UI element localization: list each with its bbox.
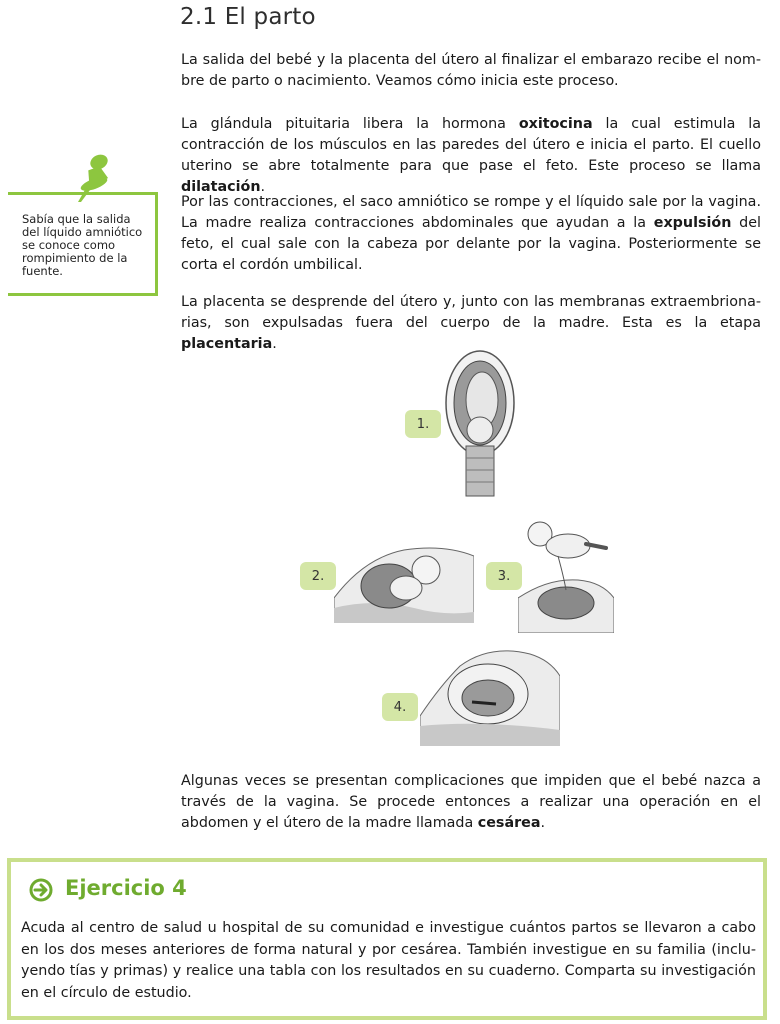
text-run: La salida del bebé y la placenta del útero al finalizar el embarazo recibe el nom-bre de parto o nacimiento. Veamos cómo inicia este proceso. <box>181 52 761 89</box>
arrow-circle-icon <box>29 878 53 902</box>
exercise-box <box>7 858 767 1020</box>
paragraph-cesarea <box>181 771 761 834</box>
stage-4-illustration <box>420 646 560 746</box>
text-run: . <box>272 336 277 352</box>
stage-2-illustration <box>334 538 474 623</box>
text-run: La placenta se desprende del útero y, junto con las membranas extraembriona-rias, son expulsadas fuera del cuerpo de la madre. Esta es la etapa <box>181 294 761 331</box>
stage-1-badge: 1. <box>405 410 441 438</box>
pushpin-icon <box>72 152 120 204</box>
text-run: la cual estimula la contracción de los músculos en las paredes del útero e inicia el parto. El cuello uterino se abre totalmente para que pase el feto. Este proceso se llama <box>181 116 761 174</box>
exercise-title: Ejercicio 4 <box>65 876 187 900</box>
text-run: Algunas veces se presentan complicaciones que impiden que el bebé nazca a través de la vagina. Se procede entonces a realizar una operación en el abdomen y el útero de la madre llamada <box>181 773 761 831</box>
birth-stages-figure <box>290 348 630 750</box>
text-run: del feto, el cual sale con la cabeza por delante por la vagina. Posteriormente se corta el cordón umbilical. <box>181 215 761 273</box>
key-term: dilatación <box>181 179 261 195</box>
stage-2-badge: 2. <box>300 562 336 590</box>
paragraph-expulsion <box>181 192 761 276</box>
stage-3-illustration <box>518 518 614 633</box>
key-term: placentaria <box>181 336 273 352</box>
stage-4-badge: 4. <box>382 693 418 721</box>
key-term: expulsión <box>653 215 732 231</box>
text-run: Por las contracciones, el saco amniótico se rompe y el líquido sale por la vagina. La madre realiza contracciones abdominales que ayudan a la <box>181 194 761 231</box>
text-run: La glándula pituitaria libera la hormona <box>181 116 519 132</box>
stage-3-badge: 3. <box>486 562 522 590</box>
text-run: . <box>260 179 266 195</box>
sidebar-note <box>8 192 158 296</box>
section-title: 2.1 El parto <box>180 4 316 30</box>
stage-1-illustration <box>440 348 520 498</box>
paragraph-placentaria <box>181 292 761 355</box>
sidebar-note-text: Sabía que la salida del líquido amniótico se conoce como rompimiento de la fuente. <box>22 212 143 278</box>
paragraph-dilatacion <box>181 114 761 198</box>
exercise-text: Acuda al centro de salud u hospital de su comunidad e investigue cuántos partos se llevaron a cabo en los dos meses anteriores de forma natural y por cesárea. También investigue en su familia (inclu-yendo tías y primas) y realice una tabla con los resultados en su cuaderno. Comparta su investigación en el círculo de estudio. <box>21 920 756 1001</box>
key-term: oxitocina <box>518 116 593 132</box>
text-run: . <box>540 815 546 831</box>
paragraph-intro <box>181 50 761 92</box>
key-term: cesárea <box>477 815 541 831</box>
